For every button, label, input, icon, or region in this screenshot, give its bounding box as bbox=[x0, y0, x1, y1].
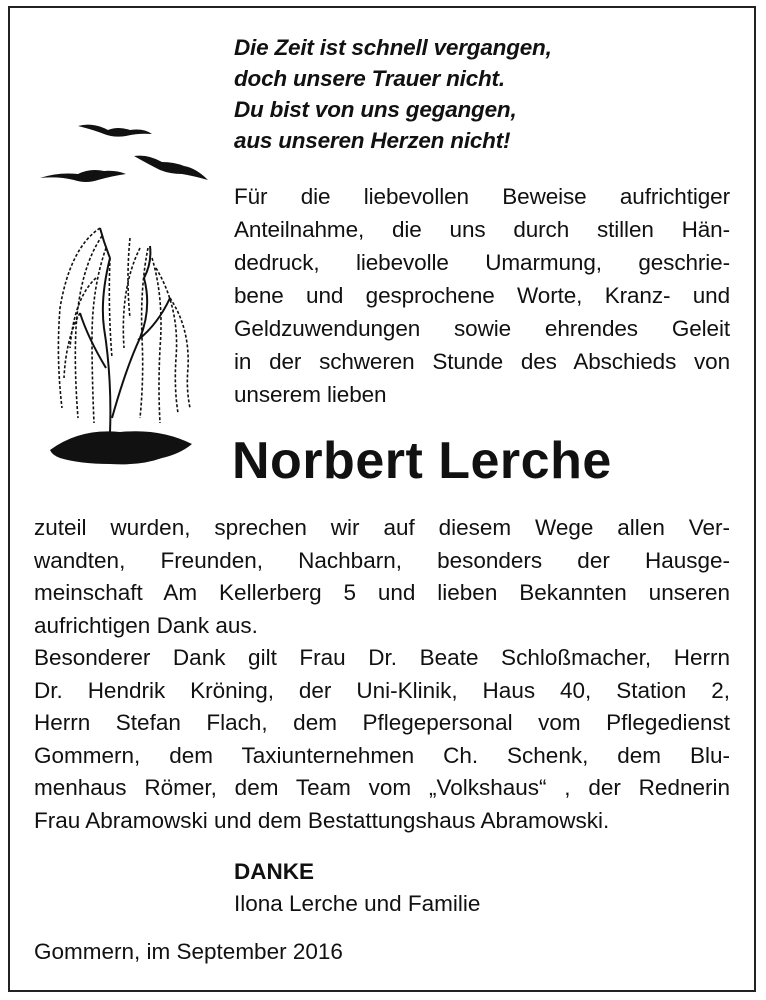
body-line: menhaus Römer, dem Team vom „Volkshaus“ , der Rednerin bbox=[34, 775, 730, 800]
intro-paragraph bbox=[234, 180, 730, 411]
body-line: Dr. Hendrik Kröning, der Uni-Klinik, Haus 40, Station 2, bbox=[34, 677, 730, 703]
body-line: Gommern, dem Taxiunternehmen Ch. Schenk, dem Blu- bbox=[34, 742, 730, 768]
closing-signature bbox=[234, 856, 480, 920]
intro-line: dedruck, liebevolle Umarmung, geschrie- bbox=[234, 250, 730, 275]
body-line: meinschaft Am Kellerberg 5 und lieben Bekannten unseren bbox=[34, 580, 730, 605]
deceased-name: Norbert Lerche bbox=[232, 432, 612, 490]
body-line: Frau Abramowski und dem Bestattungshaus Abramowski. bbox=[34, 807, 610, 833]
body-line: aufrichtigen Dank aus. bbox=[34, 612, 258, 638]
bird-icon bbox=[134, 156, 208, 180]
intro-line: Anteilnahme, die uns durch stillen Hän- bbox=[234, 217, 730, 242]
memorial-poem bbox=[234, 32, 734, 156]
ground-shadow bbox=[50, 431, 192, 464]
thanks-heading: DANKE bbox=[234, 859, 315, 884]
flying-birds-icon bbox=[38, 116, 213, 191]
poem-line: doch unsere Trauer nicht. bbox=[234, 66, 505, 91]
bird-icon bbox=[40, 170, 126, 182]
body-line: Besonderer Dank gilt Frau Dr. Beate Schloßmacher, Herrn bbox=[34, 645, 730, 670]
bird-icon bbox=[78, 125, 152, 137]
intro-line: bene und gesprochene Worte, Kranz- und bbox=[234, 283, 730, 308]
poem-line: Du bist von uns gegangen, bbox=[234, 97, 517, 122]
poem-line: aus unseren Herzen nicht! bbox=[234, 128, 511, 153]
place-date: Gommern, im September 2016 bbox=[34, 939, 343, 964]
intro-line: unserem lieben bbox=[234, 382, 387, 407]
body-line: wandten, Freunden, Nachbarn, besonders der Hausge- bbox=[34, 547, 730, 573]
intro-line: Geldzuwendungen sowie ehrendes Geleit bbox=[234, 316, 730, 341]
weeping-willow-icon bbox=[40, 218, 200, 483]
intro-line: in der schweren Stunde des Abschieds von bbox=[234, 349, 730, 374]
body-line: zuteil wurden, sprechen wir auf diesem Wege allen Ver- bbox=[34, 515, 730, 540]
intro-line: Für die liebevollen Beweise aufrichtiger bbox=[234, 184, 730, 209]
family-signature: Ilona Lerche und Familie bbox=[234, 891, 481, 916]
body-line: Herrn Stefan Flach, dem Pflegepersonal vom Pflegedienst bbox=[34, 710, 730, 735]
poem-line: Die Zeit ist schnell vergangen, bbox=[234, 35, 552, 60]
thanks-paragraph bbox=[34, 512, 730, 837]
